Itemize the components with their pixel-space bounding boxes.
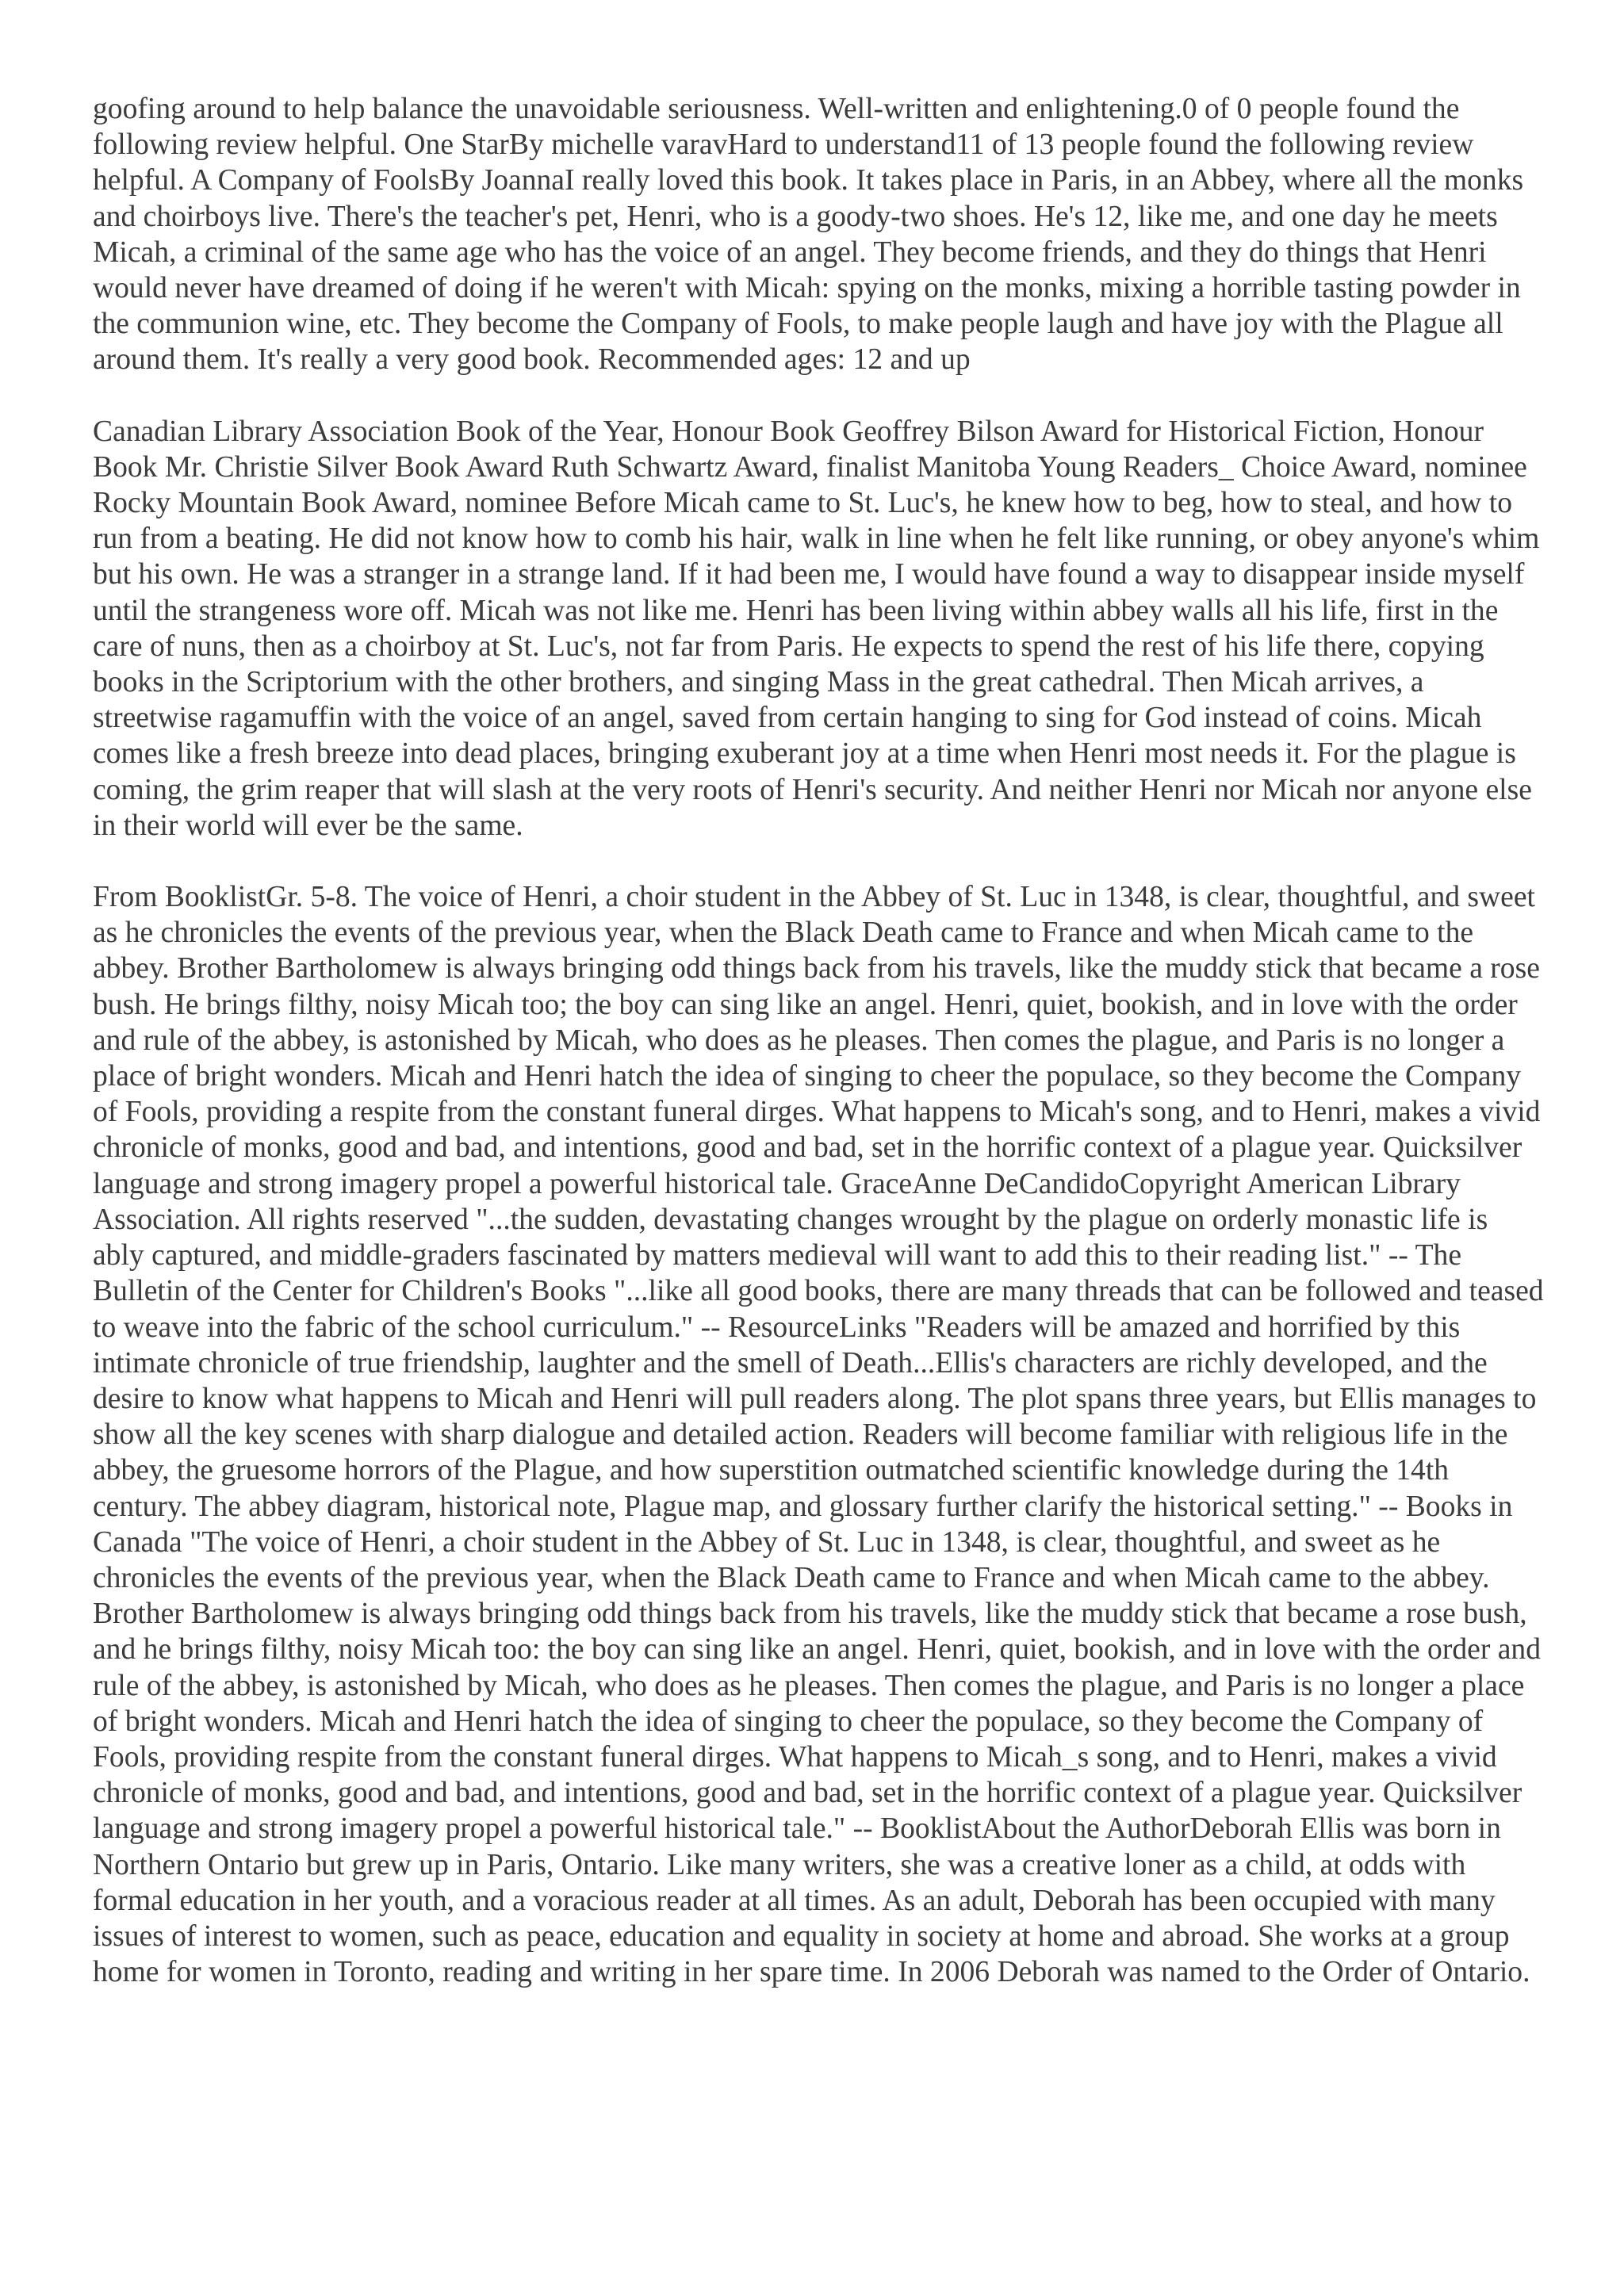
reviews-paragraph: goofing around to help balance the unavoidable seriousness. Well-written and enlightening.0 of 0 people found the following review helpful. One StarBy michelle varavHard to understand11 of 13 people found the following review helpful. A Company of FoolsBy JoannaI really loved this book. It takes place in Paris, in an Abbey, where all the monks and choirboys live. There's the teacher's pet, Henri, who is a goody-two shoes. He's 12, like me, and one day he meets Micah, a criminal of the same age who has the voice of an angel. They become friends, and they do things that Henri would never have dreamed of doing if he weren't with Micah: spying on the monks, mixing a horrible tasting powder in the communion wine, etc. They become the Company of Fools, to make people laugh and have joy with the Plague all around them. It's really a very good book. Recommended ages: 12 and up [93, 93, 1524, 377]
document-page [93, 91, 1544, 2026]
booklist-and-author-paragraph: From BooklistGr. 5-8. The voice of Henri, a choir student in the Abbey of St. Luc in 1348, is clear, thoughtful, and sweet as he chronicles the events of the previous year, when the Black Death came to France and when Micah came to the abbey. Brother Bartholomew is always bringing odd things back from his travels, like the muddy stick that became a rose bush. He brings filthy, noisy Micah too; the boy can sing like an angel. Henri, quiet, bookish, and in love with the order and rule of the abbey, is astonished by Micah, who does as he pleases. Then comes the plague, and Paris is no longer a place of bright wonders. Micah and Henri hatch the idea of singing to cheer the populace, so they become the Company of Fools, providing a respite from the constant funeral dirges. What happens to Micah's song, and to Henri, makes a vivid chronicle of monks, good and bad, and intentions, good and bad, set in the horrific context of a plague year. Quicksilver language and strong imagery propel a powerful historical tale. GraceAnne DeCandidoCopyright American Library Association. All rights reserved "...the sudden, devastating changes wrought by the plague on orderly monastic life is ably captured, and middle-graders fascinated by matters medieval will want to add this to their reading list." -- The Bulletin of the Center for Children's Books "...like all good books, there are many threads that can be followed and teased to weave into the fabric of the school curriculum." -- ResourceLinks "Readers will be amazed and horrified by this intimate chronicle of true friendship, laughter and the smell of Death...Ellis's characters are richly developed, and the desire to know what happens to Micah and Henri will pull readers along. The plot spans three years, but Ellis manages to show all the key scenes with sharp dialogue and detailed action. Readers will become familiar with religious life in the abbey, the gruesome horrors of the Plague, and how superstition outmatched scientific knowledge during the 14th century. The abbey diagram, historical note, Plague map, and glossary further clarify the historical setting." -- Books in Canada "The voice of Henri, a choir student in the Abbey of St. Luc in 1348, is clear, thoughtful, and sweet as he chronicles the events of the previous year, when the Black Death came to France and when Micah came to the abbey. Brother Bartholomew is always bringing odd things back from his travels, like the muddy stick that became a rose bush, and he brings filthy, noisy Micah too: the boy can sing like an angel. Henri, quiet, bookish, and in love with the order and rule of the abbey, is astonished by Micah, who does as he pleases. Then comes the plague, and Paris is no longer a place of bright wonders. Micah and Henri hatch the idea of singing to cheer the populace, so they become the Company of Fools, providing respite from the constant funeral dirges. What happens to Micah_s song, and to Henri, makes a vivid chronicle of monks, good and bad, and intentions, good and bad, set in the horrific context of a plague year. Quicksilver language and strong imagery propel a powerful historical tale." -- BooklistAbout the AuthorDeborah Ellis was born in Northern Ontario but grew up in Paris, Ontario. Like many writers, she was a creative loner as a child, at odds with formal education in her youth, and a voracious reader at all times. As an adult, Deborah has been occupied with many issues of interest to women, such as peace, education and equality in society at home and abroad. She works at a group home for women in Toronto, reading and writing in her spare time. In 2006 Deborah was named to the Order of Ontario. [93, 881, 1544, 1989]
awards-and-synopsis-paragraph: Canadian Library Association Book of the Year, Honour Book Geoffrey Bilson Award for Historical Fiction, Honour Book Mr. Christie Silver Book Award Ruth Schwartz Award, finalist Manitoba Young Readers_ Choice Award, nominee Rocky Mountain Book Award, nominee Before Micah came to St. Luc's, he knew how to beg, how to steal, and how to run from a beating. He did not know how to comb his hair, walk in line when he felt like running, or obey anyone's whim but his own. He was a stranger in a strange land. If it had been me, I would have found a way to disappear inside myself until the strangeness wore off. Micah was not like me. Henri has been living within abbey walls all his life, first in the care of nuns, then as a choirboy at St. Luc's, not far from Paris. He expects to spend the rest of his life there, copying books in the Scriptorium with the other brothers, and singing Mass in the great cathedral. Then Micah arrives, a streetwise ragamuffin with the voice of an angel, saved from certain hanging to sing for God instead of coins. Micah comes like a fresh breeze into dead places, bringing exuberant joy at a time when Henri most needs it. For the plague is coming, the grim reaper that will slash at the very roots of Henri's security. And neither Henri nor Micah nor anyone else in their world will ever be the same. [93, 415, 1540, 842]
